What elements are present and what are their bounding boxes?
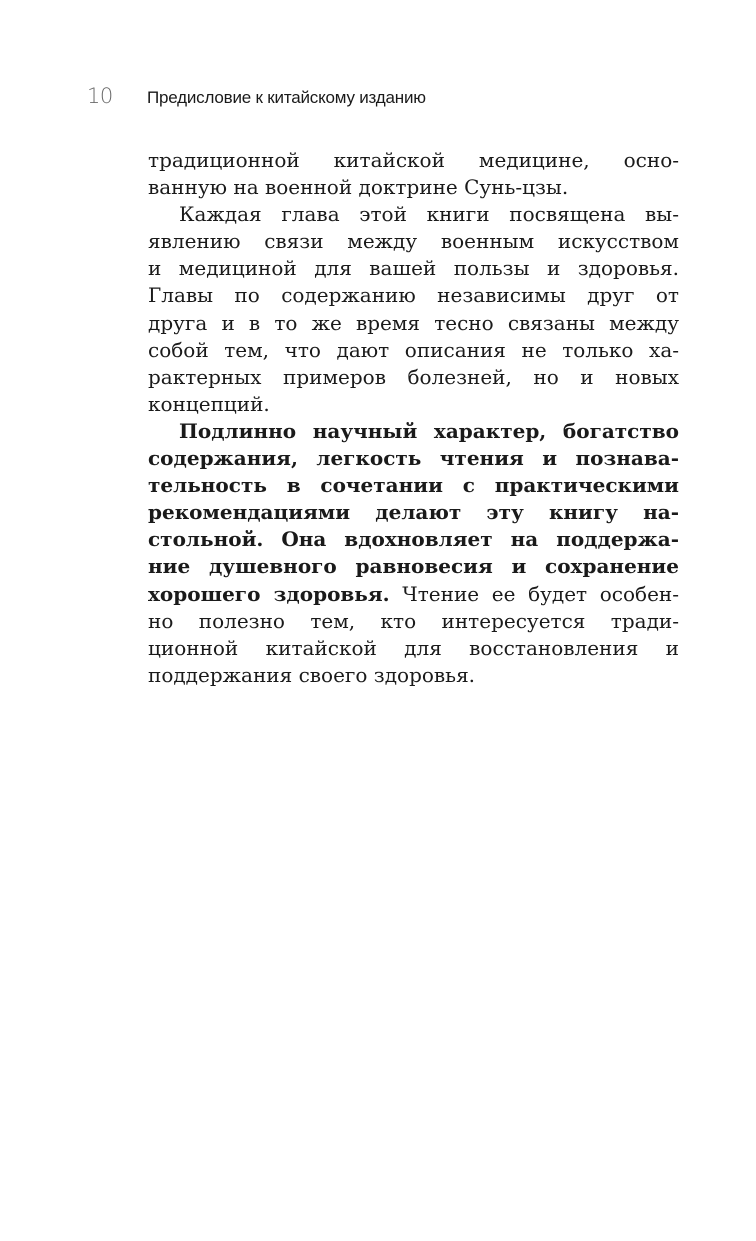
running-head xyxy=(87,84,426,112)
text-line: собой тем, что дают описания не только ха- xyxy=(148,337,679,362)
text-line: ционной китайской для восстановления и xyxy=(148,635,679,660)
text-line: рекомендациями делают эту книгу на- xyxy=(148,500,679,525)
text-line: концепций. xyxy=(148,391,270,416)
text-line: и медициной для вашей пользы и здоровья. xyxy=(148,256,679,281)
text-line: Главы по содержанию независимы друг от xyxy=(148,283,679,308)
text-line: но полезно тем, кто интересуется тради- xyxy=(148,608,679,633)
text-line: Каждая глава этой книги посвящена вы- xyxy=(179,202,679,227)
text-line: традиционной китайской медицине, осно- xyxy=(148,148,679,172)
bold-phrase: хорошего здоровья. xyxy=(148,581,390,606)
text-line xyxy=(148,581,679,608)
text-line: поддержания своего здоровья. xyxy=(148,662,476,687)
page-number: 10 xyxy=(87,84,113,108)
text-line: ванную на военной доктрине Сунь-цзы. xyxy=(148,175,569,200)
text-line: рактерных примеров болезней, но и новых xyxy=(148,364,679,389)
text-line: тельность в сочетании с практическими xyxy=(148,473,679,498)
body-text xyxy=(148,147,679,689)
regular-phrase: Чтение ее будет особен- xyxy=(389,581,679,606)
text-line: стольной. Она вдохновляет на поддержа- xyxy=(148,527,679,552)
text-line: друга и в то же время тесно связаны между xyxy=(148,310,679,335)
text-line: ние душевного равновесия и сохранение xyxy=(148,554,679,579)
text-line: явлению связи между военным искусством xyxy=(148,229,679,254)
text-line: содержания, легкость чтения и познава- xyxy=(148,446,679,471)
text-line: Подлинно научный характер, богатство xyxy=(179,418,679,443)
running-title: Предисловие к китайскому изданию xyxy=(147,88,426,107)
